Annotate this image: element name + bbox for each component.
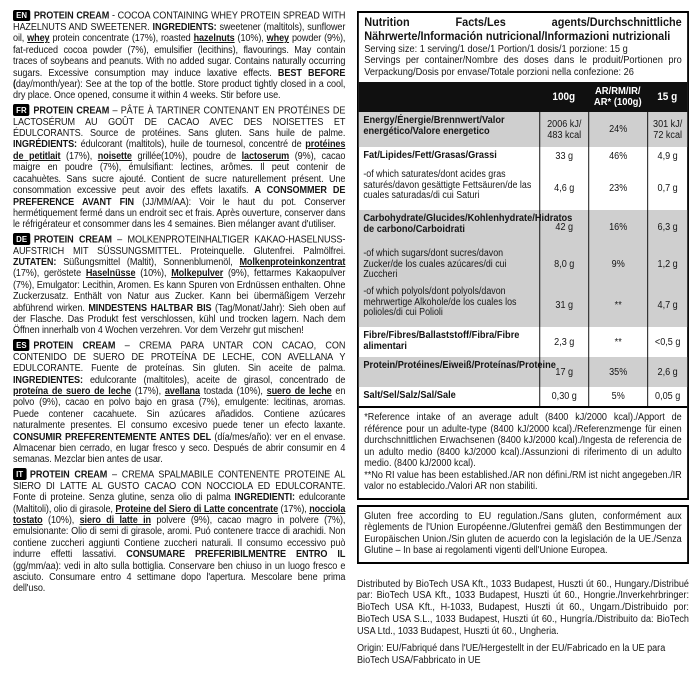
ingredient-text: hazelnuts — [193, 33, 235, 45]
ingredient-text: PROTEIN CREAM — [29, 469, 108, 481]
ingredient-text: powder (9%), fat-reduced cocoa powder (7%), emulsifier (lecithins), flavourings. May contain traces of soybeans and peanuts. With no added sugar. Contains naturally occurring sugars. Excessive consumption may induce laxative effects. — [13, 33, 346, 79]
ingredient-text: PROTEIN CREAM — [33, 234, 112, 246]
ingredient-text: en polvo (9%), cacao en polvo bajo en grasa (7%), emulgente: lecitinas, aromas. Puede contener cacahuete. Sin azúcares añadidos. Contiene azúcares naturalmente presentes. El consumo excesivo puede tener un efecto laxante. — [13, 386, 346, 432]
value-per-100g: 17 g — [539, 357, 588, 387]
ingredient-text: BEST BEFORE ( — [13, 67, 346, 90]
value-per-100g: 2006 kJ/ 483 kcal — [539, 112, 588, 147]
ingredient-text: proteína de suero de leche — [13, 386, 132, 397]
nutrient-label: Fat/Lipides/Fett/Grasas/Grassi — [363, 149, 497, 161]
language-tag-de: DE — [13, 233, 30, 245]
ingredient-text: (17%), — [60, 150, 98, 162]
ingredient-section-en — [13, 10, 345, 102]
ingredient-text: ZUTATEN: — [13, 257, 57, 269]
ingredient-text: Haselnüsse — [85, 268, 136, 280]
nutrition-row — [359, 112, 687, 147]
serving-size-line: Serving size: 1 serving/1 dose/1 Portion/1 dosis/1 porzione: 15 g — [364, 43, 628, 55]
footnote-no-ri: **No RI value has been established./AR non défini./RM ist nicht angegeben./IR valor no establecido./Valori AR non stabiliti. — [364, 469, 682, 493]
value-reference-intake: 24% — [588, 112, 647, 147]
ingredient-section-es — [13, 340, 345, 466]
value-per-100g: 0,30 g — [539, 387, 588, 406]
ingredient-text: (10%), — [135, 268, 172, 280]
column-header-100g: 100g — [552, 90, 576, 103]
ingredient-section-de — [13, 234, 345, 337]
value-per-15g: <0,5 g — [647, 327, 687, 357]
ingredient-text: (10%), — [234, 33, 267, 45]
ingredient-text: – CREMA PARA UNTAR CON CACAO, CON CONTENIDO DE SUERO DE PROTEÍNA DE LECHE, CON AVELLANA Y EDULCORANTE. Fuente de proteínas. Sin gluten. Sin aceite de palma. — [13, 340, 346, 375]
nutrition-row — [359, 210, 687, 245]
value-reference-intake: 23% — [588, 166, 647, 210]
ingredient-text: edulcorante (maltitoles), aceite de girasol, concentrado de — [82, 374, 346, 386]
ingredient-text: (9%), fettarmes Kakaopulver (7%), Emulgator: Lecithin, Aromen. Es kann Spuren von Erdnüssen enthalten. Ohne Zuckerzusatz. Enthält von Natur aus Zucker. Kann bei übermäßigem Verzehr abführend wirken. — [13, 268, 346, 314]
ingredient-text: PROTEIN CREAM — [33, 10, 110, 22]
ingredient-text: whey — [266, 33, 290, 45]
value-per-100g: 31 g — [539, 283, 588, 327]
ingredient-text: day/month/year): See at the top of the bottle. Store product tightly closed in a cool, dry place. Once opened, consume it within 4 weeks. Stir before use. — [13, 78, 346, 102]
value-per-15g: 4,7 g — [647, 283, 687, 327]
ingredient-text: (JJ/MM/AA): Voir le haut du pot. Conserver hermétiquement fermé dans un endroit sec et frais. Après ouverture, conserver dans le réfrigérateur et consommer dans les 4 semaines. Bien mélanger avant d'utiliser. — [13, 196, 346, 231]
value-reference-intake: 35% — [588, 357, 647, 387]
footnote-reference-intake: *Reference intake of an average adult (8400 kJ/2000 kcal)./Apport de référence pour un adulte-type (8400 kJ/2000 kcal)./Referenzmenge für einen durchschnittlichen Erwachsenen (8400 kJ/2000 kcal)./Ingesta de referencia de un adulto medio (8400 kJ/2000 kcal)./Assunzioni di riferimento di un adulto medio. (8400 kJ/2000 kcal). — [364, 412, 682, 470]
nutrition-title: Nutrition Facts/Les agents/Durchschnittliche Nährwerte/Información nutricional/Informazioni nutrizionali — [364, 15, 682, 43]
value-per-15g: 301 kJ/ 72 kcal — [647, 112, 687, 147]
value-reference-intake: 5% — [588, 387, 647, 406]
ingredient-text: (gg/mm/aa): vedi in alto sulla bottiglia. Conservare ben chiuso in un luogo fresco e asciuto. Consumare entro 4 settimane dopo l'apertura. Mescolare bene prima dell'uso. — [13, 560, 346, 595]
nutrition-row — [359, 357, 687, 387]
nutrient-label: Energy/Énergie/Brennwert/Valor energético/Valore energetico — [363, 114, 505, 137]
nutrient-label: Protein/Protéines/Eiweiß/Proteínas/Proteine — [363, 359, 556, 371]
nutrition-row — [359, 283, 687, 327]
ingredient-text: (17%), — [131, 386, 165, 397]
value-per-100g: 2,3 g — [539, 327, 588, 357]
value-per-15g: 2,6 g — [647, 357, 687, 387]
ingredient-text: (9%), cacao maigre en poudre (7%), émulsifiant: lectines, arômes. Il peut contenir de cacahuètes. Sans sucre ajouté. Contient de sucre naturellement présent. Une consommation excessive peut avoir des effets laxatifs. — [13, 150, 346, 197]
ingredient-text: (día/mes/año): ver en el envase. Almacenar bien cerrado, en lugar fresco y seco. Después de abrir consumir en 4 semanas. Mezclar bien antes de usar. — [13, 431, 346, 466]
ingredient-text: Molkenproteinkonzentrat — [239, 257, 346, 269]
nutrition-facts-panel — [357, 11, 689, 500]
value-reference-intake: ** — [588, 327, 647, 357]
value-per-100g: 42 g — [539, 210, 588, 245]
ingredient-text: tostada (10%), — [199, 386, 267, 397]
column-header-band — [359, 82, 687, 112]
ingredient-text: (10%), — [42, 514, 80, 526]
nutrition-header — [359, 13, 687, 82]
distributor-text: Distributed by BioTech USA Kft., 1033 Budapest, Huszti út 60., Hungary./Distribué par: BioTech USA Kft., 1033 Budapest, Huszti út 60., Hongrie./Inverkehrbringer: BioTech USA Kft., H-1033, Budapest, Huszti út 60., Ungarn./Distribuido por: BioTech USA S.L., 1033 Budapest, Huszti út 60., Hungría./Distribuito da: BioTech USA Ltd., 1033 Budapest, Huszti út 60., Ungheria. — [357, 578, 689, 637]
language-tag-en: EN — [13, 10, 30, 22]
ingredient-text: – CREMA SPALMABILE CONTENENTE PROTEINE AL SIERO DI LATTE AL GUSTO CACAO CON NOCCIOLA ED EDULCORANTE. Fonte di proteine. Senza glutine, senza olio di palma — [13, 469, 346, 504]
nutrition-column — [357, 11, 689, 667]
gluten-free-box: Gluten free according to EU regulation./Sans gluten, conformément aux règlements de l'Union Européenne./Glutenfrei gemäß den Bestimmungen der Europäischen Union./Sin gluten de acuerdo con la legislación de la UE./Senza Glutine – In base ai regolamenti vigenti dell'Unione Europea. — [357, 505, 689, 564]
nutrient-label: Salt/Sel/Salz/Sal/Sale — [363, 389, 456, 401]
ingredient-text: PROTEIN CREAM — [33, 105, 110, 117]
ingredient-text: suero de leche — [266, 386, 332, 397]
ingredient-text: polvere (9%), cacao magro in polvere (7%), emulsionante: Olio di semi di girasole, aromi. Puó contenere tracce di arachidi. Non contiene zuccheri aggiunti Contiene zuccheri naturali. Il consumo eccessivo può indurre effetti lassativi. — [13, 514, 346, 561]
nutrition-row — [359, 327, 687, 357]
ingredient-text: - COCOA CONTAINING WHEY PROTEIN SPREAD WITH HAZELNUTS AND SWEETENER. — [13, 10, 346, 33]
value-reference-intake: 16% — [588, 210, 647, 245]
ingredient-text: MINDESTENS HALTBAR BIS — [88, 302, 212, 314]
ingredient-text: PROTEIN CREAM — [33, 340, 116, 352]
value-per-100g: 4,6 g — [539, 166, 588, 210]
ingredient-text: (Tag/Monat/Jahr): Sieh oben auf der Flasche. Das Produkt fest verschlossen, kühl und trocken lagern. Nach dem Öffnen innerhalb von 4 Wochen verzehren. Vor dem Verzehr gut mischen! — [13, 302, 346, 337]
ingredient-text: whey — [27, 33, 50, 45]
value-per-15g: 6,3 g — [647, 210, 687, 245]
ingredient-text: protein concentrate (17%), roasted — [49, 33, 194, 45]
language-tag-it: IT — [13, 468, 26, 480]
ingredient-text: avellana — [164, 386, 200, 397]
ingredient-text: edulcorante (Maltitoli), olio di girasole, — [13, 492, 346, 515]
nutrient-label: -of which sugars/dont sucres/davon Zucker/de los cuales azúcares/di cui Zuccheri — [363, 247, 507, 281]
ingredient-text: siero di latte in — [79, 514, 151, 526]
value-per-15g: 0,7 g — [647, 166, 687, 210]
ingredient-text: noisette — [97, 150, 132, 162]
ingredient-section-it — [13, 469, 345, 595]
ingredient-text: INGREDIENTS: — [152, 21, 217, 33]
origin-text: Origin: EU/Fabriqué dans l'UE/Hergestellt in der EU/Fabricado en la UE para BioTech USA/Fabbricato in UE — [357, 643, 666, 666]
ingredient-text: nocciola tostato — [13, 503, 346, 526]
nutrition-rows — [359, 112, 687, 406]
nutrition-row — [359, 387, 687, 406]
ingredient-text: Molkepulver — [171, 268, 224, 280]
ingredient-text: INGREDIENTES: — [13, 374, 83, 386]
language-tag-es: ES — [13, 339, 30, 351]
ingredient-text: A CONSOMMER DE PREFERENCE AVANT FIN — [13, 185, 346, 208]
nutrition-row — [359, 166, 687, 210]
ingredient-text: (17%), — [278, 503, 310, 515]
ingredient-text: INGRÉDIENTS: — [13, 139, 77, 151]
ingredient-text: INGREDIENTI: — [234, 492, 296, 504]
ingredient-text: protéines de petitlait — [13, 139, 346, 162]
nutrition-row — [359, 147, 687, 166]
ingredient-text: Süßungsmittel (Maltit), Sonnenblumenöl, — [56, 257, 240, 269]
ingredient-text: Proteine del Siero di Latte concentrate — [115, 503, 279, 515]
nutrient-label: Carbohydrate/Glucides/Kohlenhydrate/Hidratos de carbono/Carboidrati — [363, 212, 573, 235]
ingredient-text: lactoserum — [241, 150, 290, 162]
ingredient-section-fr — [13, 105, 345, 231]
ingredient-text: CONSUMIR PREFERENTEMENTE ANTES DEL — [13, 431, 212, 443]
ingredient-text: CONSUMARE PREFERIBILMENTRE ENTRO IL — [126, 549, 346, 561]
value-reference-intake: ** — [588, 283, 647, 327]
ingredient-text: sweetener (maltitols), sunflower oil, — [13, 21, 346, 45]
ingredient-text: – MOLKENPROTEINHALTIGER KAKAO-HASELNUSS-AUFSTRICH MIT SÜSSUNGSMITTEL. Proteinquelle. Glutenfrei. Palmölfrei. — [13, 234, 346, 257]
language-tag-fr: FR — [13, 104, 30, 116]
value-per-15g: 0,05 g — [647, 387, 687, 406]
column-header-15g: 15 g — [657, 90, 678, 103]
servings-per-container-line: Servings per container/Nombre des doses dans le produit/Portionen pro Verpackung/Dosis por envase/Totale porzioni nella confezione: 26 — [364, 55, 682, 78]
value-per-100g: 8,0 g — [539, 245, 588, 283]
nutrient-label: Fibre/Fibres/Ballaststoff/Fibra/Fibre alimentari — [363, 329, 520, 352]
nutrient-label: -of which polyols/dont polyols/davon mehrwertige Alkohole/de los cuales los polioles/di cui Polioli — [363, 285, 517, 319]
nutrient-label: -of which saturates/dont acides gras saturés/davon gesättigte Fettsäuren/de las cuales saturadas/di cui Saturi — [363, 168, 532, 202]
footnotes — [359, 406, 687, 498]
ingredients-column — [13, 10, 345, 598]
value-reference-intake: 46% — [588, 147, 647, 166]
value-reference-intake: 9% — [588, 245, 647, 283]
ingredient-text: – PÂTE À TARTINER CONTENANT EN PROTÉINES DE LACTOSÉRUM AU GOÛT DE CACAO AVEC DES NOISETTES ET ÉDULCORANTS. Source de protéines. Sans gluten. Sans huile de palme. — [13, 105, 346, 140]
column-header-ar: AR/RM/IR/ AR* (100g) — [593, 85, 642, 109]
value-per-15g: 4,9 g — [647, 147, 687, 166]
ingredient-text: grillée(10%), poudre de — [131, 150, 242, 162]
nutrition-row — [359, 245, 687, 283]
ingredient-text: (17%), geröstete — [13, 268, 86, 280]
ingredient-text: édulcorant (maltitols), huile de tournesol, concentré de — [76, 139, 306, 151]
value-per-100g: 33 g — [539, 147, 588, 166]
value-per-15g: 1,2 g — [647, 245, 687, 283]
